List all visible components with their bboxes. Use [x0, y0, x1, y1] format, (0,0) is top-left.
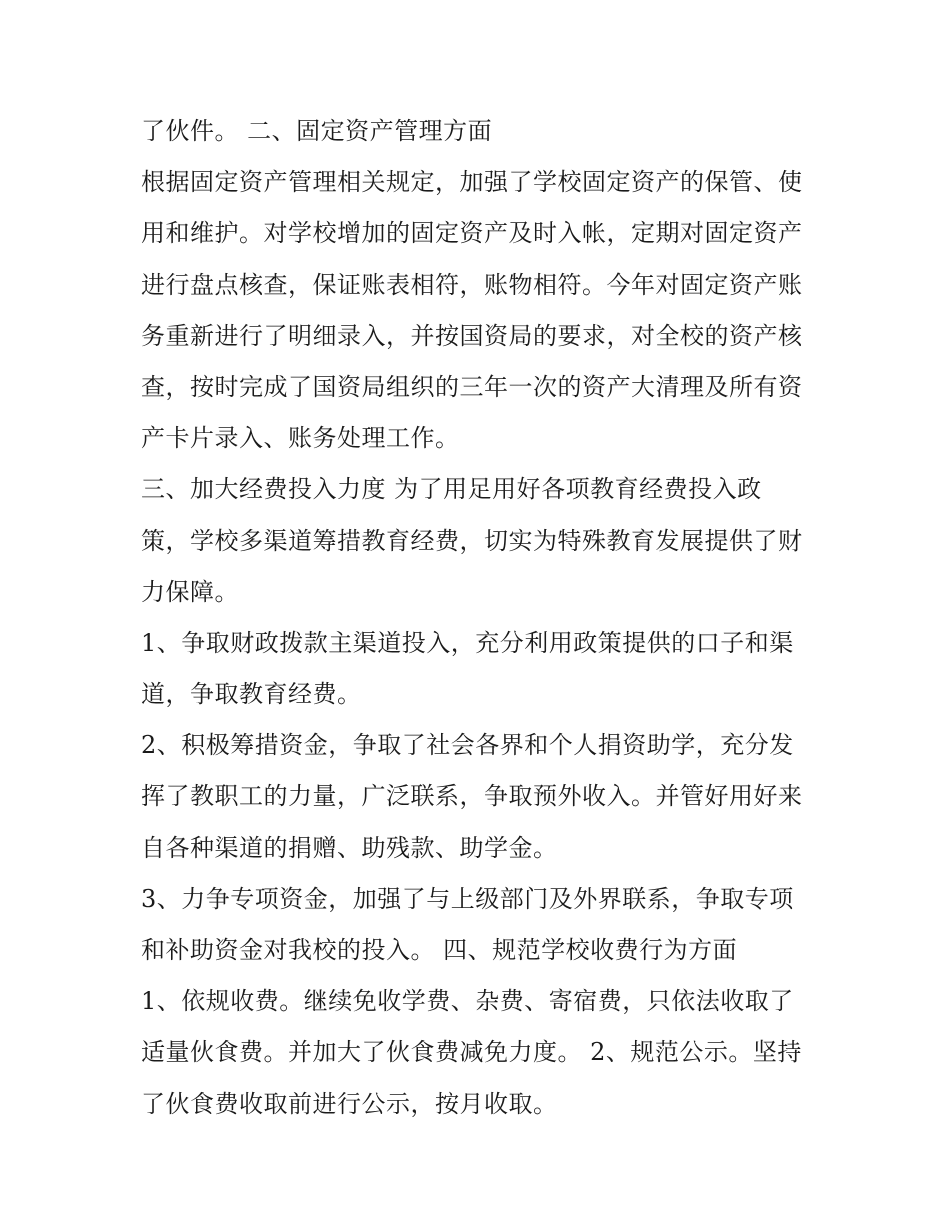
text-line: 了伙件。 二、固定资产管理方面: [141, 117, 493, 145]
text-line: 2、积极筹措资金，争取了社会各界和个人捐资助学，充分发: [141, 731, 794, 760]
text-line: 适量伙食费。并加大了伙食费减免力度。 2、规范公示。坚持: [141, 1038, 802, 1067]
text-line: 1、依规收费。继续免收学费、杂费、寄宿费，只依法收取了: [141, 987, 794, 1016]
text-line: 根据固定资产管理相关规定，加强了学校固定资产的保管、使: [141, 168, 803, 197]
text-line: 务重新进行了明细录入，并按国资局的要求，对全校的资产核: [141, 321, 803, 350]
text-line: 和补助资金对我校的投入。 四、规范学校收费行为方面: [141, 936, 738, 964]
text-line: 力保障。: [141, 577, 239, 606]
text-line: 1、争取财政拨款主渠道投入，充分利用政策提供的口子和渠: [141, 628, 794, 657]
text-line: 查，按时完成了国资局组织的三年一次的资产大清理及所有资: [141, 372, 803, 401]
text-line: 产卡片录入、账务处理工作。: [141, 424, 460, 453]
text-line: 策，学校多渠道筹措教育经费，切实为特殊教育发展提供了财: [141, 526, 803, 555]
text-line: 进行盘点核查，保证账表相符，账物相符。今年对固定资产账: [141, 270, 803, 299]
text-line: 三、加大经费投入力度 为了用足用好各项教育经费投入政: [141, 475, 762, 504]
document-body: [141, 106, 821, 1130]
text-line: 挥了教职工的力量，广泛联系，争取预外收入。并管好用好来: [141, 782, 803, 811]
text-line: 了伙食费收取前进行公示，按月收取。: [141, 1089, 558, 1118]
text-line: 3、力争专项资金，加强了与上级部门及外界联系，争取专项: [141, 884, 794, 913]
text-line: 自各种渠道的捐赠、助残款、助学金。: [141, 833, 558, 862]
text-line: 道，争取教育经费。: [141, 680, 362, 709]
text-line: 用和维护。对学校增加的固定资产及时入帐，定期对固定资产: [141, 219, 803, 248]
